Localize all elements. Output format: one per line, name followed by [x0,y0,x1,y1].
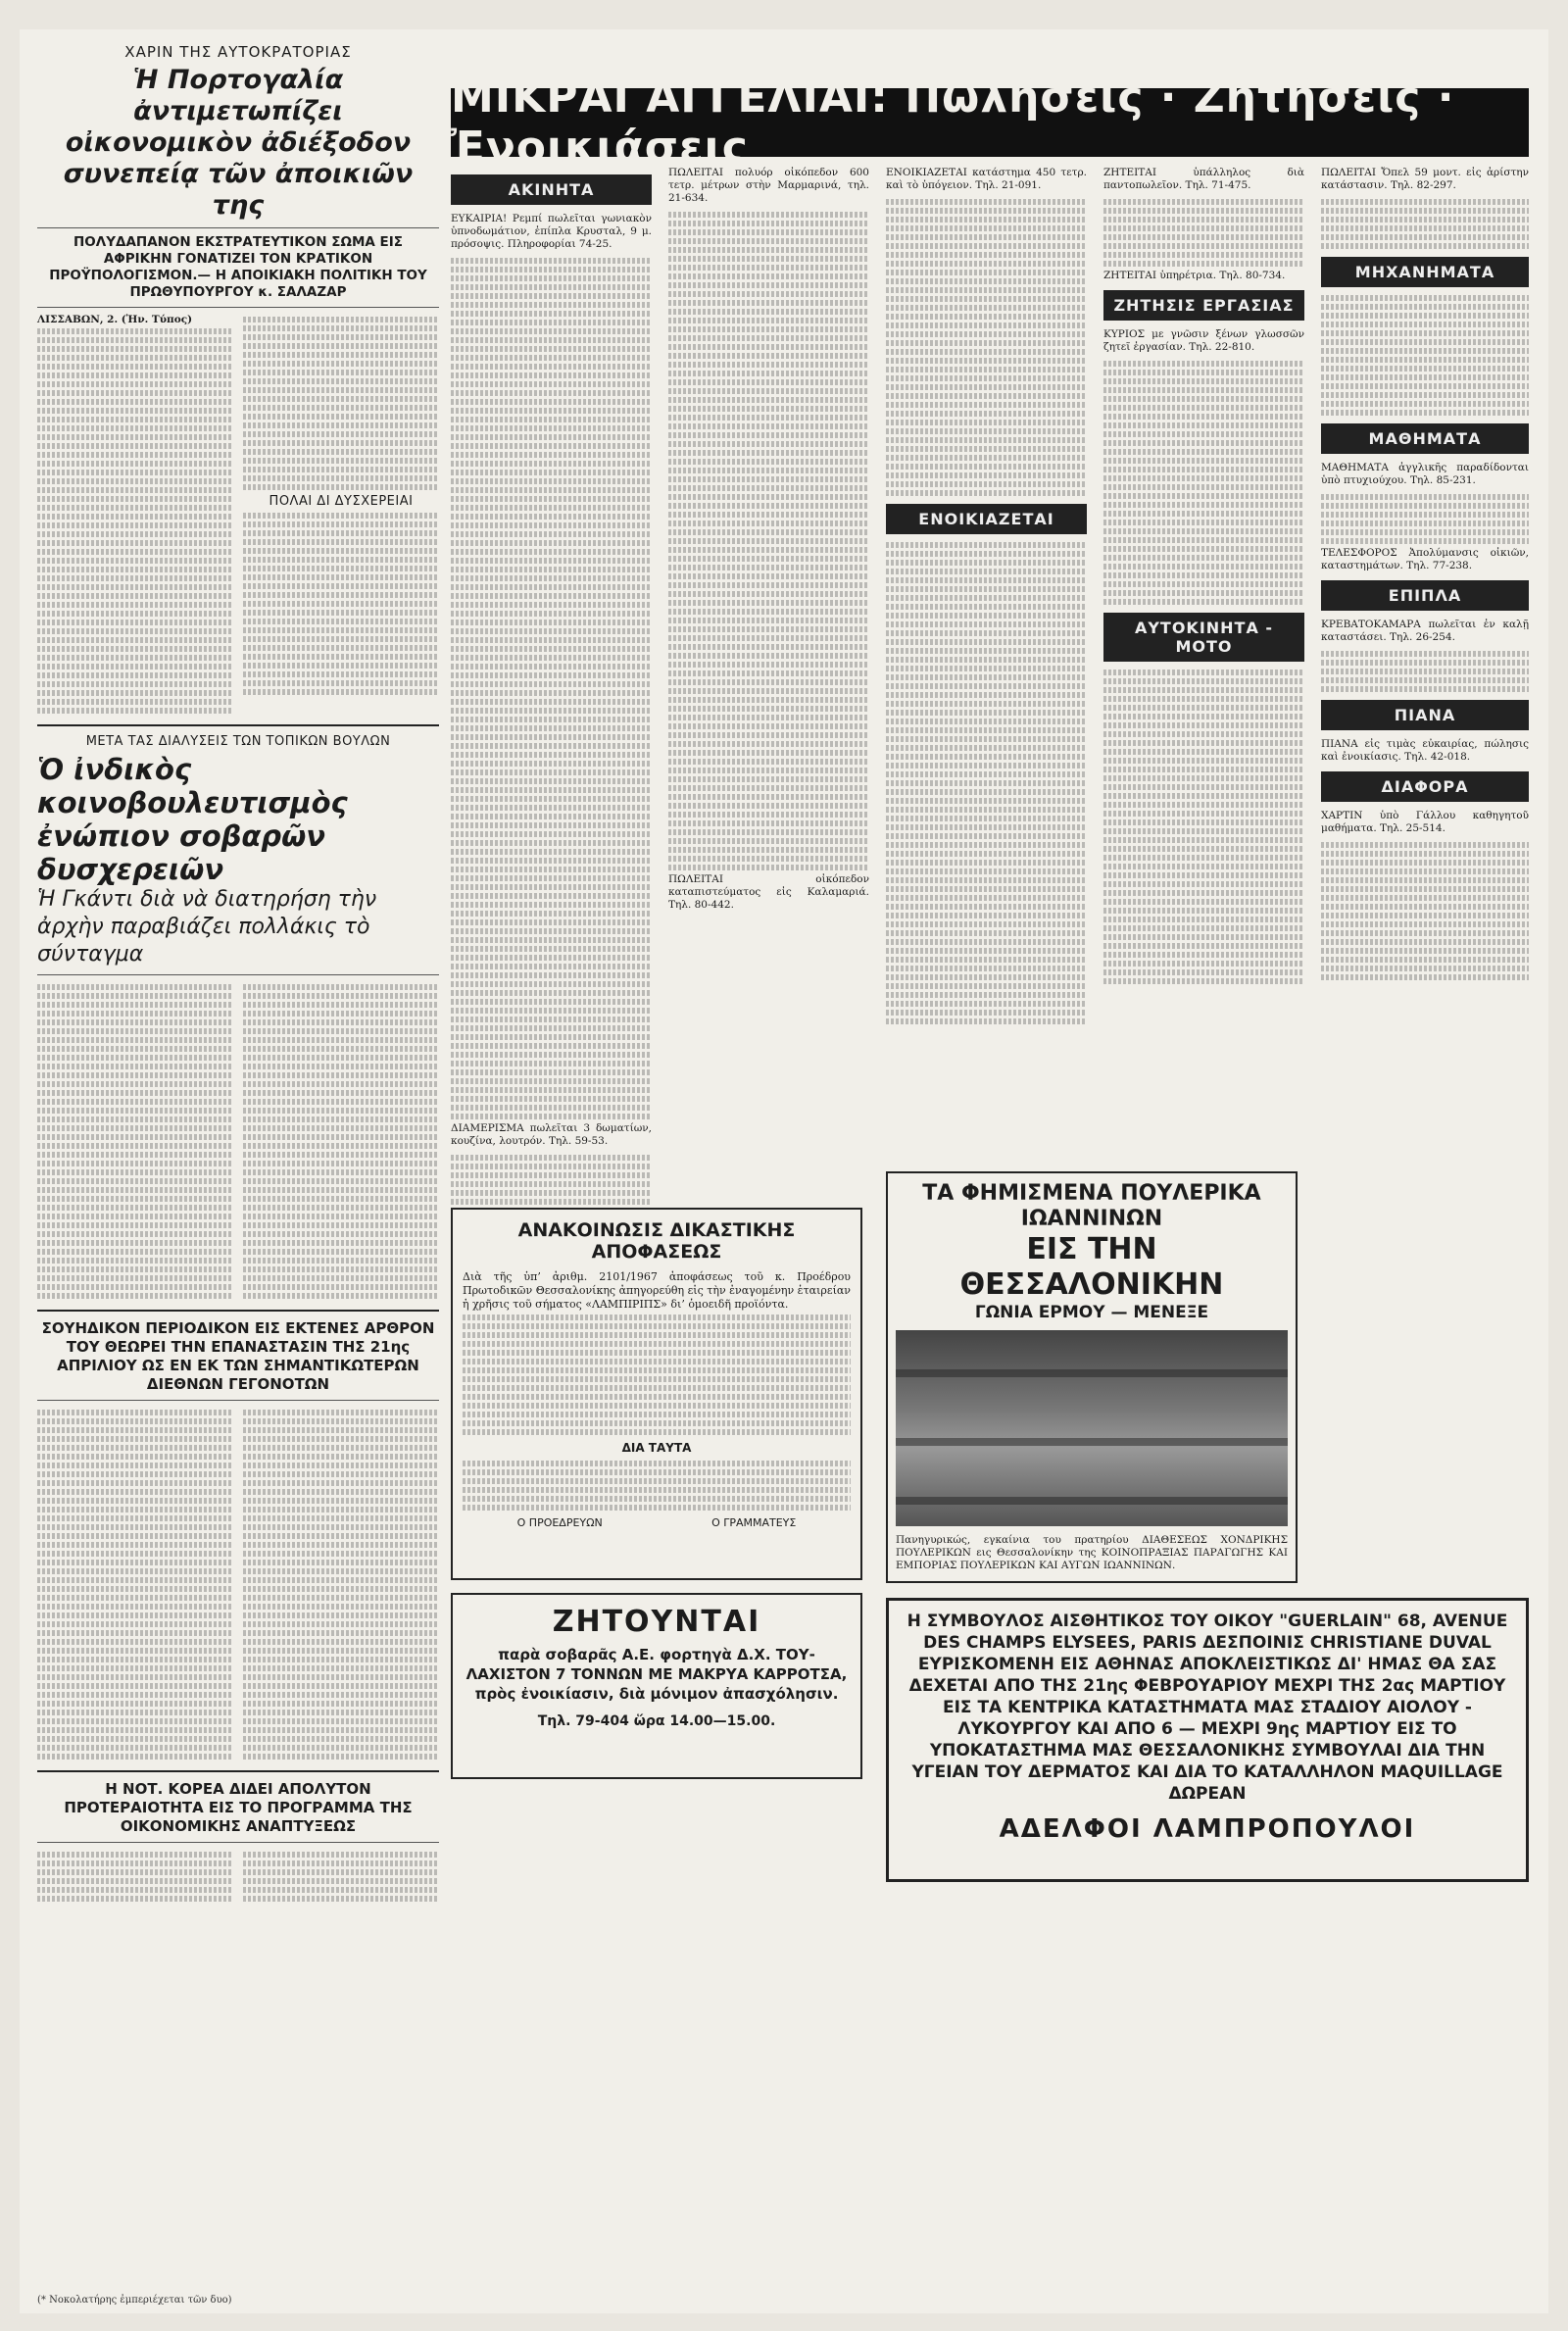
article-portugal [37,314,439,717]
ad-item: ΠΩΛΕΙΤΑΙ πολυόρ οἰκόπεδον 600 τετρ. μέτρων στὴν Μαρμαρινά, τηλ. 21-634. [668,167,869,204]
poultry-body: Πανηγυρικώς, εγκαίνια του πρατηρίου ΔΙΑΘΕΣΕΩΣ ΧΟΝΔΡΙΚΗΣ ΠΟΥΛΕΡΙΚΩΝ εις Θεσσαλονίκην της ΚΟΙΝΟΠΡΑΞΙΑΣ ΠΑΡΑΓΩΓΗΣ ΚΑΙ ΕΜΠΟΡΙΑΣ ΠΟΥΛΕΡΙΚΩΝ ΚΑΙ ΑΥΓΩΝ ΙΩΑΝΝΙΝΩΝ. [896,1534,1288,1571]
poultry-corner: ΓΩΝΙΑ ΕΡΜΟΥ — ΜΕΝΕΞΕ [974,1303,1209,1322]
ad-column-5 [1321,167,1529,2304]
subhead-portugal: ΠΟΛΥΔΑΠΑΝΟΝ ΕΚΣΤΡΑΤΕΥΤΙΚΟΝ ΣΩΜΑ ΕΙΣ ΑΦΡΙΚΗΝ ΓΟΝΑΤΙΖΕΙ ΤΟΝ ΚΡΑΤΙΚΟΝ ΠΡΟΫΠΟΛΟΓΙΣΜΟΝ.— Η ΑΠΟΙΚΙΑΚΗ ΠΟΛΙΤΙΚΗ ΤΟΥ ΠΡΩΘΥΠΟΥΡΓΟΥ κ. ΣΑΛΑΖΑΡ [49,234,427,300]
category-akinita: ΑΚΙΝΗΤΑ [451,174,652,205]
court-notice [451,1208,862,1580]
ad-item: ΤΕΛΕΣΦΟΡΟΣ Ἀπολύμανσις οἰκιῶν, καταστημάτων. Τηλ. 77-238. [1321,547,1529,571]
category-piana: ΠΙΑΝΑ [1321,700,1529,730]
ad-item: ΠΩΛΕΙΤΑΙ οἰκόπεδον καταπιστεύματος εἰς Καλαμαριά. Τηλ. 80-442. [668,873,869,911]
ad-item: ΕΥΚΑΙΡΙΑ! Ρεμπί πωλεῖται γωνιακὸν ὑπνοδωμάτιον, ἐπίπλα Κρυσταλ, 9 μ. πρόσοψις. Πληροφορίαι 74-25. [451,213,652,250]
headline-india-sub: Ἡ Γκάντι διὰ νὰ διατηρήση τὴν ἀρχὴν παραβιάζει πολλάκις τὸ σύνταγμα [37,887,377,967]
ad-item: ΚΥΡΙΟΣ με γνῶσιν ξένων γλωσσῶν ζητεῖ ἐργασίαν. Τηλ. 22-810. [1103,328,1304,353]
headline-portugal: Ἡ Πορτογαλία ἀντιμετωπίζει οἰκονομικὸν ἀδιέξοδον συνεπείᾳ τῶν ἀποικιῶν της [63,65,414,221]
footnote: (* Νοκολατήρης ἐμπεριέχεται τῶν δυο) [37,2295,232,2306]
headline-sweden: ΣΟΥΗΔΙΚΟΝ ΠΕΡΙΟΔΙΚΟΝ ΕΙΣ ΕΚΤΕΝΕΣ ΑΡΘΡΟΝ ΤΟΥ ΘΕΩΡΕΙ ΤΗΝ ΕΠΑΝΑΣΤΑΣΙΝ ΤΗΣ 21ης ΑΠΡΙΛΙΟΥ ΩΣ ΕΝ ΕΚ ΤΩΝ ΣΗΜΑΝΤΙΚΩΤΕΡΩΝ ΔΙΕΘΝΩΝ ΓΕΓΟΝΟΤΩΝ [41,1319,435,1393]
news-column [37,43,439,2298]
court-notice-body: Διὰ τῆς ὑπ’ ἀριθμ. 2101/1967 ἀποφάσεως τοῦ κ. Προέδρου Πρωτοδικῶν Θεσσαλονίκης ἀπηγορεύθη εἰς τὴν ἐναγομένην ἑταιρείαν ἡ χρῆσις τοῦ σήματος «ΛΑΜΠΙΡΙΠΣ» δι’ ὁμοειδῆ προϊόντα. [463,1270,851,1311]
ad-item: ΕΝΟΙΚΙΑΖΕΤΑΙ κατάστημα 450 τετρ. καὶ τὸ ὑπόγειον. Τηλ. 21-091. [886,167,1087,191]
wanted-title: ΖΗΤΟΥΝΤΑΙ [552,1605,761,1639]
guerlain-ad [886,1598,1529,1882]
category-enoikiazetai: ΕΝΟΙΚΙΑΖΕΤΑΙ [886,504,1087,534]
category-aftokinita: ΑΥΤΟΚΙΝΗΤΑ - ΜΟΤΟ [1103,613,1304,662]
category-mathimata: ΜΑΘΗΜΑΤΑ [1321,423,1529,454]
ad-item: ΚΡΕΒΑΤΟΚΑΜΑΡΑ πωλεῖται ἐν καλῇ καταστάσει. Τηλ. 26-254. [1321,619,1529,643]
court-sign-president: Ο ΠΡΟΕΔΡΕΥΩΝ [516,1516,603,1529]
headline-korea: Η ΝΟΤ. ΚΟΡΕΑ ΔΙΔΕΙ ΑΠΟΛΥΤΟΝ ΠΡΟΤΕΡΑΙΟΤΗΤΑ ΕΙΣ ΤΟ ΠΡΟΓΡΑΜΜΑ ΤΗΣ ΟΙΚΟΝΟΜΙΚΗΣ ΑΝΑΠΤΥΞΕΩΣ [64,1780,413,1835]
court-notice-title: ΑΝΑΚΟΙΝΩΣΙΣ ΔΙΚΑΣΤΙΚΗΣ ΑΠΟΦΑΣΕΩΣ [517,1219,796,1263]
wanted-body: παρὰ σοβαρᾶς Α.Ε. φορτηγὰ Δ.Χ. ΤΟΥ-ΛΑΧΙΣΤΟΝ 7 ΤΟΝΝΩΝ ΜΕ ΜΑΚΡΥΑ ΚΑΡΡΟΤΣΑ, πρὸς ἐνοικίασιν, διὰ μόνιμον ἀπασχόλησιν. [466,1646,848,1703]
court-sign-secretary: Ο ΓΡΑΜΜΑΤΕΥΣ [711,1516,797,1529]
ad-item: ΠΩΛΕΙΤΑΙ Ὄπελ 59 μοντ. εἰς ἀρίστην κατάστασιν. Τηλ. 82-297. [1321,167,1529,191]
dia-tauta: ΔΙΑ ΤΑΥΤΑ [621,1441,692,1455]
dateline: ΛΙΣΣΑΒΩΝ, 2. (Ἠν. Τύπος) [37,314,193,325]
article-sweden [37,1407,439,1762]
ad-item: ΖΗΤΕΙΤΑΙ ὑπηρέτρια. Τηλ. 80-734. [1103,270,1286,281]
category-zitisi: ΖΗΤΗΣΙΣ ΕΡΓΑΣΙΑΣ [1103,290,1304,321]
ad-item: ΔΙΑΜΕΡΙΣΜΑ πωλεῖται 3 δωματίων, κουζίνα, λουτρόν. Τηλ. 59-53. [451,1122,652,1147]
category-epipla: ΕΠΙΠΛΑ [1321,580,1529,611]
classifieds-area [451,167,1529,2304]
wanted-phone: Τηλ. 79-404 ὥρα 14.00—15.00. [537,1713,776,1729]
ad-item: ΠΙΑΝΑ εἰς τιμὰς εὐκαιρίας, πώλησις καὶ ἐνοικίασις. Τηλ. 42-018. [1321,738,1529,763]
ad-item: ΖΗΤΕΙΤΑΙ ὑπάλληλος διὰ παντοπωλεῖον. Τηλ. 71-475. [1103,167,1304,191]
kicker-india: ΜΕΤΑ ΤΑΣ ΔΙΑΛΥΣΕΙΣ ΤΩΝ ΤΟΠΙΚΩΝ ΒΟΥΛΩΝ [85,734,391,749]
ad-item: ΜΑΘΗΜΑΤΑ ἀγγλικῆς παραδίδονται ὑπὸ πτυχιούχου. Τηλ. 85-231. [1321,462,1529,486]
poultry-ad [886,1171,1298,1583]
newspaper-page [20,29,1548,2313]
section-title: ΠΟΛΑΙ ΔΙ ΔΥΣΧΕΡΕΙΑΙ [269,494,414,509]
category-michanimata: ΜΗΧΑΝΗΜΑΤΑ [1321,257,1529,287]
kicker: ΧΑΡΙΝ ΤΗΣ ΑΥΤΟΚΡΑΤΟΡΙΑΣ [124,43,352,61]
ad-item: ΧΑΡΤΙΝ ὑπὸ Γάλλου καθηγητοῦ μαθήματα. Τηλ. 25-514. [1321,810,1529,834]
poultry-sub: ΕΙΣ ΤΗΝ ΘΕΣΣΑΛΟΝΙΚΗΝ [959,1232,1224,1302]
classifieds-banner: ΜΙΚΡΑΙ ΑΓΓΕΛΙΑΙ: Πωλήσεις · Ζητήσεις · Ἐνοικιάσεις [451,88,1529,157]
headline-india: Ὁ ἰνδικὸς κοινοβουλευτισμὸς ἐνώπιον σοβαρῶν δυσχερειῶν [37,753,348,886]
article-india [37,981,439,1302]
category-diafora: ΔΙΑΦΟΡΑ [1321,771,1529,802]
shop-photo [896,1330,1288,1526]
poultry-title: ΤΑ ΦΗΜΙΣΜΕΝΑ ΠΟΥΛΕΡΙΚΑ ΙΩΑΝΝΙΝΩΝ [922,1181,1261,1231]
guerlain-body: Η ΣΥΜΒΟΥΛΟΣ ΑΙΣΘΗΤΙΚΟΣ ΤΟΥ ΟΙΚΟΥ "GUERLAIN" 68, AVENUE DES CHAMPS ELYSEES, PARIS ΔΕΣΠΟΙΝΙΣ CHRISTIANE DUVAL ΕΥΡΙΣΚΟΜΕΝΗ ΕΙΣ ΑΘΗΝΑΣ ΑΠΟΚΛΕΙΣΤΙΚΩΣ ΔΙ' ΗΜΑΣ ΘΑ ΣΑΣ ΔΕΧΕΤΑΙ ΑΠΟ ΤΗΣ 21ης ΦΕΒΡΟΥΑΡΙΟΥ ΜΕΧΡΙ ΤΗΣ 2ας ΜΑΡΤΙΟΥ ΕΙΣ ΤΑ ΚΕΝΤΡΙΚΑ ΚΑΤΑΣΤΗΜΑΤΑ ΜΑΣ ΣΤΑΔΙΟΥ ΑΙΟΛΟΥ - ΛΥΚΟΥΡΓΟΥ ΚΑΙ ΑΠΟ 6 — ΜΕΧΡΙ 9ης ΜΑΡΤΙΟΥ ΕΙΣ ΤΟ ΥΠΟΚΑΤΑΣΤΗΜΑ ΜΑΣ ΘΕΣΣΑΛΟΝΙΚΗΣ ΣΥΜΒΟΥΛΑΙ ΔΙΑ ΤΗΝ ΥΓΕΙΑΝ ΤΟΥ ΔΕΡΜΑΤΟΣ ΚΑΙ ΔΙΑ ΤΟ ΚΑΤΑΛΛΗΛΟΝ MAQUILLAGE ΔΩΡΕΑΝ [906,1612,1508,1804]
wanted-trucks-ad [451,1593,862,1779]
article-korea [37,1849,439,1905]
guerlain-sign: ΑΔΕΛΦΟΙ ΛΑΜΠΡΟΠΟΥΛΟΙ [999,1814,1416,1844]
